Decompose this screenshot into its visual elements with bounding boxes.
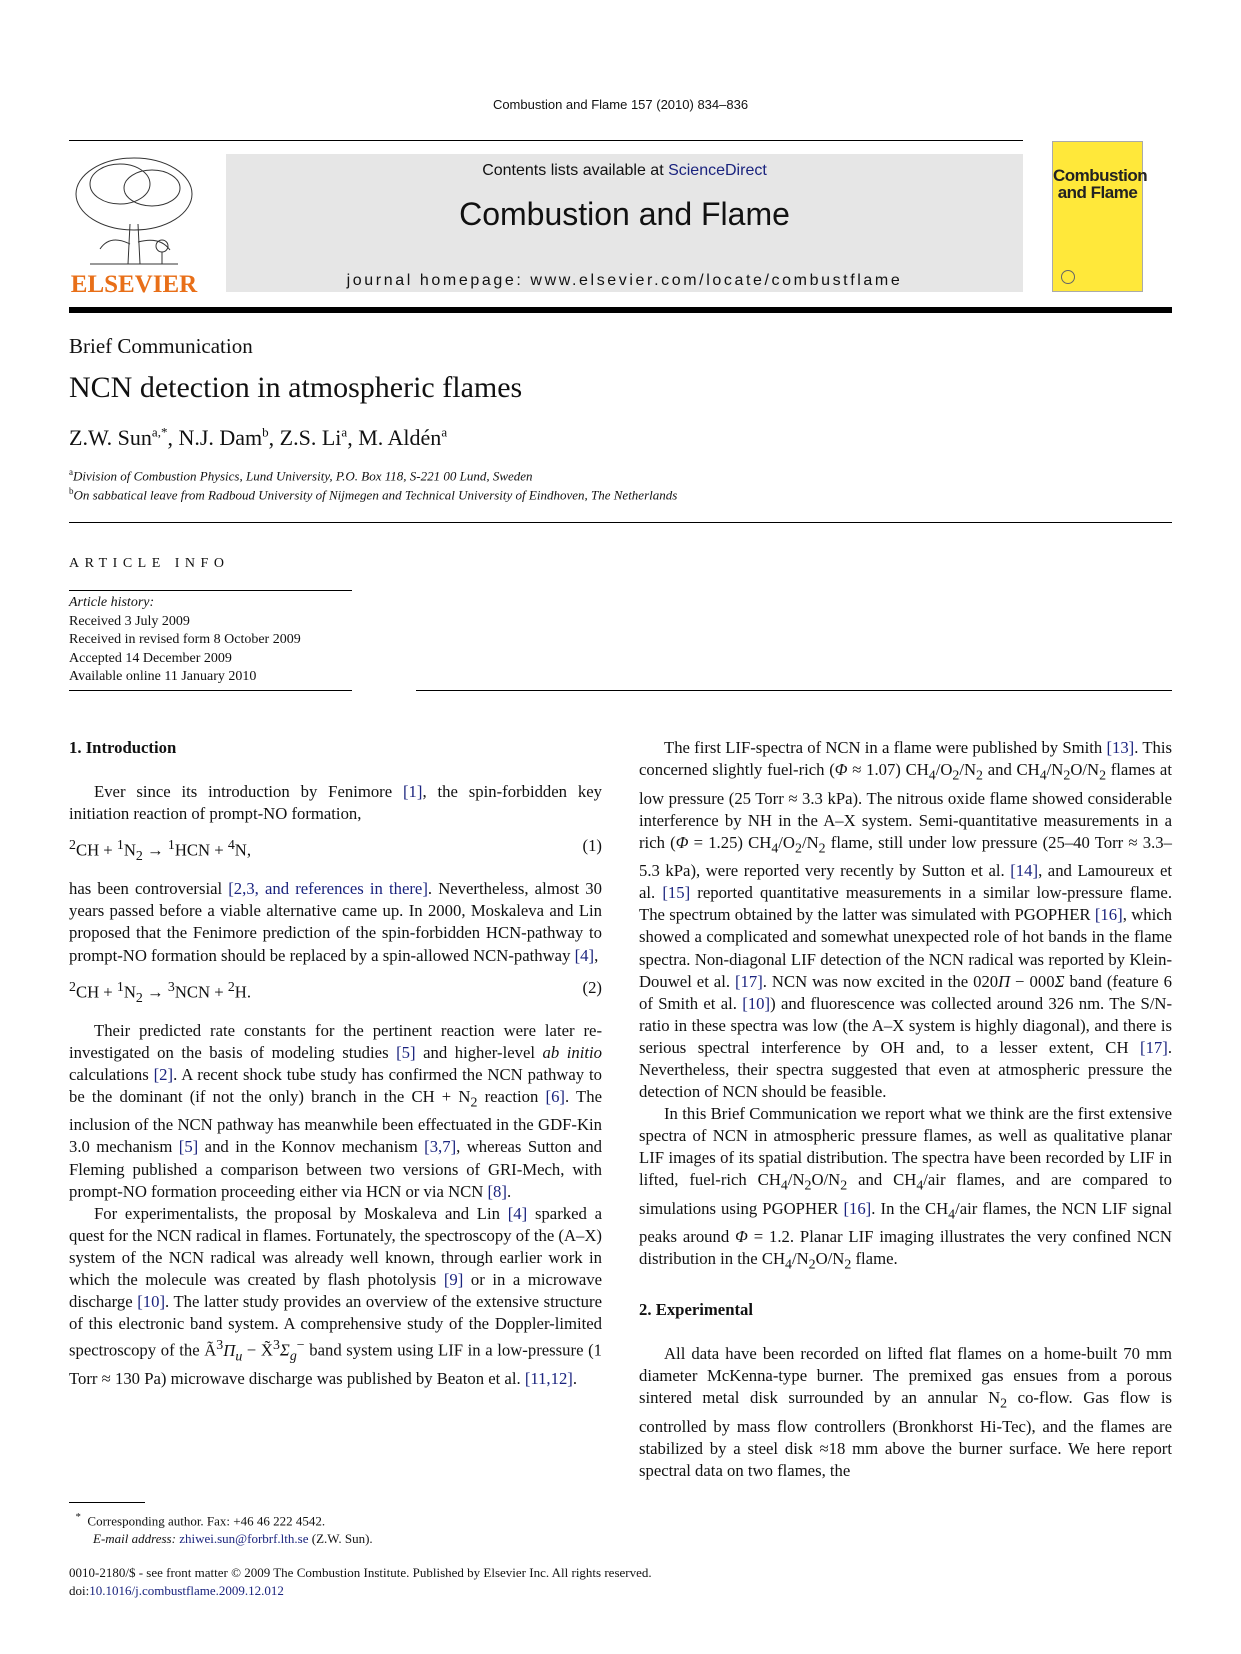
equation-2: $^2CH + ^1N_2 \to ^3NCN + ^2H$. (2) bbox=[69, 977, 602, 1006]
citation-link[interactable]: [10] bbox=[137, 1292, 166, 1312]
section-heading: 1. Introduction bbox=[69, 738, 177, 757]
article-title: NCN detection in atmospheric flames bbox=[69, 371, 523, 404]
equation-1: $^2CH + ^1N_2 \to ^1HCN + ^4N$, (1) bbox=[69, 836, 602, 865]
citation-link[interactable]: [4] bbox=[574, 945, 595, 965]
right-column bbox=[639, 737, 1172, 1482]
info-rule-bottom bbox=[69, 690, 352, 691]
citation-link[interactable]: [16] bbox=[1094, 905, 1123, 925]
citation-link[interactable]: [3,7] bbox=[424, 1137, 457, 1157]
cover-title: Combustion and Flame bbox=[1053, 166, 1148, 202]
info-rule bbox=[69, 590, 352, 591]
abstract-rule bbox=[416, 690, 1172, 691]
author[interactable]: M. Aldén$^a$ bbox=[358, 425, 448, 451]
citation-link[interactable]: [8] bbox=[487, 1181, 507, 1201]
footnote: * Corresponding author. Fax: +46 46 222 4542. E-mail address: zhiwei.sun@forbrf.lth.se (Z.W. Sun). bbox=[75, 1511, 373, 1547]
journal-banner bbox=[226, 154, 1023, 292]
citation-link[interactable]: [11,12] bbox=[524, 1369, 573, 1389]
article-info-heading: ARTICLE INFO bbox=[69, 556, 230, 571]
contents-available: Contents lists available at ScienceDirect bbox=[482, 162, 767, 179]
author[interactable]: N.J. Dam$^b$ bbox=[178, 425, 269, 451]
author-list: Z.W. Sun$^{a,*}$, N.J. Dam$^b$, Z.S. Li$^a$, M. Aldén$^a$ bbox=[69, 425, 448, 451]
affiliation: $^a$Division of Combustion Physics, Lund University, P.O. Box 118, S-221 00 Lund, Sweden bbox=[69, 467, 533, 484]
journal-cover bbox=[1052, 141, 1148, 292]
cover-emblem-icon bbox=[1061, 270, 1075, 284]
journal-homepage[interactable]: journal homepage: www.elsevier.com/locate/combustflame bbox=[346, 272, 903, 289]
citation-link[interactable]: [14] bbox=[1010, 861, 1039, 881]
title-divider bbox=[69, 522, 1172, 523]
citation-link[interactable]: [17] bbox=[1140, 1037, 1168, 1057]
copyright-block: 0010-2180/$ - see front matter © 2009 The Combustion Institute. Published by Elsevier Inc. All rights reserved. doi:10.1016/j.combustflame.2009.12.012 bbox=[69, 1565, 652, 1598]
left-column bbox=[69, 737, 602, 1390]
paragraph: All data have been recorded on lifted flat flames on a home-built 70 mm diameter McKenna-type burner. The premixed gas ensues from a porous sintered metal disk surrounded by an annular $N_2$ co-flow. Gas flow is controlled by mass flow controllers (Bronkhorst Hi-Tec), and the flames are stabilized by a steel disk ≈18 mm above the burner surface. We here report spectral data on two flames, the bbox=[639, 1343, 1172, 1480]
journal-title: Combustion and Flame bbox=[459, 196, 790, 232]
email-link[interactable]: zhiwei.sun@forbrf.lth.se bbox=[179, 1531, 309, 1547]
author[interactable]: Z.W. Sun$^{a,*}$ bbox=[69, 425, 168, 451]
section-type: Brief Communication bbox=[69, 334, 253, 358]
citation-link[interactable]: [1] bbox=[403, 782, 423, 802]
citation-link[interactable]: [5] bbox=[178, 1137, 199, 1157]
author[interactable]: Z.S. Li$^a$ bbox=[279, 425, 348, 451]
paragraph: has been controversial [2,3, and references in there]. Nevertheless, almost 30 years passed before a viable alternative came up. In 2000, Moskaleva and Lin proposed that the Fenimore prediction of the spin-forbidden HCN-pathway to prompt-NO formation should be replaced by a spin-allowed NCN-pathway [4], bbox=[69, 879, 602, 965]
publisher-logo-text: ELSEVIER bbox=[70, 271, 198, 298]
citation-link[interactable]: [6] bbox=[545, 1086, 565, 1106]
citation-link[interactable]: [5] bbox=[396, 1042, 416, 1062]
citation-link[interactable]: [17] bbox=[734, 971, 763, 991]
article-history: Article history: Received 3 July 2009 Received in revised form 8 October 2009 Accepted 14 December 2009 Available online 11 January 2010 bbox=[69, 595, 301, 684]
citation-link[interactable]: [10] bbox=[742, 993, 771, 1013]
footnote-rule bbox=[69, 1502, 145, 1503]
sciencedirect-link[interactable]: ScienceDirect bbox=[668, 162, 767, 179]
citation-link[interactable]: [15] bbox=[662, 883, 691, 903]
citation-link[interactable]: [16] bbox=[843, 1198, 872, 1218]
header-rule bbox=[69, 140, 1023, 141]
paragraph: Their predicted rate constants for the pertinent reaction were later re-investigated on the basis of modeling studies [5] and higher-level ab initio calculations [2]. A recent shock tube study has confirmed the NCN pathway to be the dominant (if not the only) branch in the CH + $N_2$ reaction [6]. The inclusion of the NCN pathway has meanwhile been effectuated in the GDF-Kin 3.0 mechanism [5] and in the Konnov mechanism [3,7], whereas Sutton and Fleming published a comparison between two versions of GRI-Mech, with prompt-NO formation proceeding either via HCN or via NCN [8]. bbox=[69, 1020, 603, 1201]
journal-citation: Combustion and Flame 157 (2010) 834–836 bbox=[492, 97, 749, 112]
citation-link[interactable]: [2,3, and references in there] bbox=[228, 879, 428, 899]
citation-link[interactable]: [2] bbox=[153, 1064, 174, 1084]
citation-link[interactable]: [4] bbox=[507, 1203, 528, 1223]
copyright-line: 0010-2180/$ - see front matter © 2009 The Combustion Institute. Published by Elsevier Inc. All rights reserved. bbox=[69, 1565, 652, 1580]
paragraph: Ever since its introduction by Fenimore [1], the spin-forbidden key initiation reaction of prompt-NO formation, bbox=[69, 782, 602, 824]
affiliation: $^b$On sabbatical leave from Radboud University of Nijmegen and Technical University of Eindhoven, The Netherlands bbox=[69, 486, 678, 503]
section-heading: 2. Experimental bbox=[639, 1299, 754, 1319]
citation-link[interactable]: [13] bbox=[1106, 738, 1135, 757]
doi-link[interactable]: 10.1016/j.combustflame.2009.12.012 bbox=[89, 1583, 284, 1598]
citation-link[interactable]: [9] bbox=[443, 1269, 464, 1289]
header-thick-rule bbox=[69, 307, 1172, 313]
paragraph: For experimentalists, the proposal by Moskaleva and Lin [4] sparked a quest for the NCN radical in flames. Fortunately, the spectroscopy of the (A–X) system of the NCN radical was already well known, through earlier work in which the molecule was created by flash photolysis [9] or in a microwave discharge [10]. The latter study provides an overview of the extensive structure of this electronic band system. A comprehensive study of the Doppler-limited spectroscopy of the $Ã^3\Pi_u$ − $X̃^3\Sigma_g^-$ band system using LIF in a low-pressure (1 Torr ≈ 130 Pa) microwave discharge was published by Beaton et al. [11,12]. bbox=[69, 1203, 603, 1389]
paragraph: The first LIF-spectra of NCN in a flame were published by Smith [13]. This concerned slightly fuel-rich (Φ ≈ 1.07) $CH_4/O_2/N_2$ and $CH_4/N_2O/N_2$ flames at low pressure (25 Torr ≈ 3.3 kPa). The nitrous oxide flame showed considerable interference by NH in the A–X system. Semi-quantitative measurements in a rich (Φ = 1.25) $CH_4/O_2/N_2$ flame, still under low pressure (25–40 Torr ≈ 3.3–5.3 kPa), were reported very recently by Sutton et al. [14], and Lamoureux et al. [15] reported quantitative measurements in a similar low-pressure flame. The spectrum obtained by the latter was simulated with PGOPHER [16], which showed a complicated and somewhat unexpected role of hot bands in the flame spectra. Non-diagonal LIF detection of the NCN radical was reported by Klein-Douwel et al. [17]. NCN was now excited in the 020Π − 000Σ band (feature 6 of Smith et al. [10]) and fluorescence was collected around 326 nm. The S/N-ratio in these spectra was low (the A–X system is highly diagonal), and there is serious spectral interference by OH and, to a lesser extent, CH [17]. Nevertheless, their spectra suggested that even at atmospheric pressure the detection of NCN should be feasible. bbox=[639, 738, 1173, 1102]
paragraph: In this Brief Communication we report what we think are the first extensive spectra of NCN in atmospheric pressure flames, as well as qualitative planar LIF images of its spatial distribution. The spectra have been recorded by LIF in lifted, fuel-rich $CH_4/N_2O/N_2$ and $CH_4$/air flames, and are compared to simulations using PGOPHER [16]. In the $CH_4$/air flames, the NCN LIF signal peaks around Φ = 1.2. Planar LIF imaging illustrates the very confined NCN distribution in the $CH_4/N_2O/N_2$ flame. bbox=[639, 1104, 1173, 1273]
elsevier-tree-logo bbox=[70, 154, 198, 268]
